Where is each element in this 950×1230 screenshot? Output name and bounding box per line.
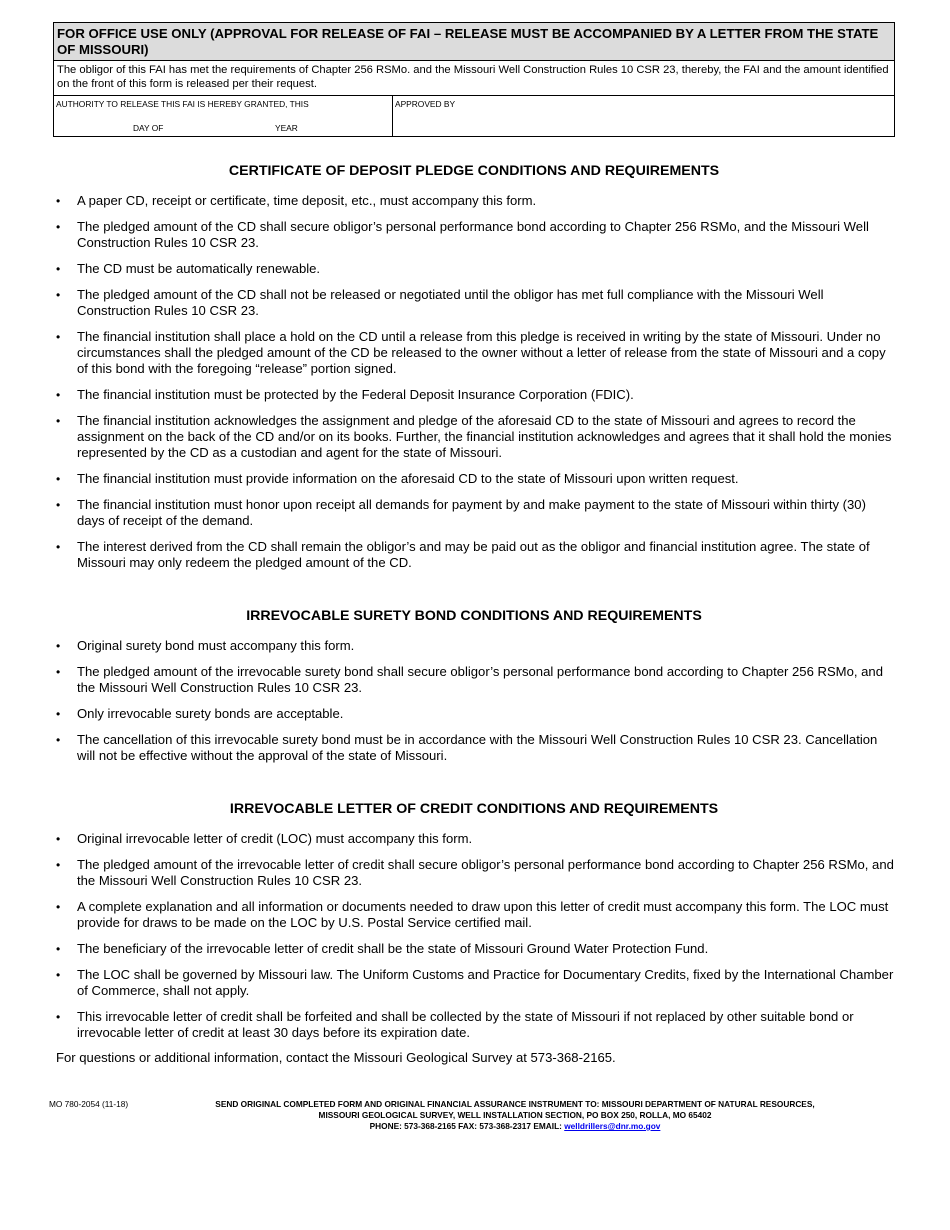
list-item-text: The beneficiary of the irrevocable letter of credit shall be the state of Missouri Ground Water Protection Fund. [77, 941, 709, 956]
list-item-text: The pledged amount of the irrevocable surety bond shall secure obligor’s personal performance bond according to Chapter 256 RSMo, and the Missouri Well Construction Rules 10 CSR 23. [77, 664, 883, 695]
cd-requirements-list [53, 193, 895, 571]
list-item [53, 941, 895, 957]
email-link[interactable]: welldrillers@dnr.mo.gov [564, 1121, 661, 1131]
list-item-text: The financial institution shall place a hold on the CD until a release from this pledge is received in writing by the state of Missouri. Under no circumstances shall the pledged amount of the CD be released to the owner without a letter of release from the state of Missouri and a copy of this bond with the foregoing “release” portion signed. [77, 329, 886, 376]
day-of-label: DAY OF [133, 123, 164, 133]
list-item-text: The financial institution must provide information on the aforesaid CD to the state of Missouri upon written request. [77, 471, 739, 486]
list-item-text: A paper CD, receipt or certificate, time deposit, etc., must accompany this form. [77, 193, 537, 208]
list-item [53, 329, 895, 377]
list-item [53, 261, 895, 277]
bullet-icon: • [56, 832, 61, 846]
bullet-icon: • [56, 858, 61, 872]
form-number: MO 780-2054 (11-18) [49, 1099, 129, 1109]
bullet-icon: • [56, 942, 61, 956]
loc-section-title: IRREVOCABLE LETTER OF CREDIT CONDITIONS AND REQUIREMENTS [229, 801, 719, 817]
list-item [53, 219, 895, 251]
bullet-icon: • [56, 733, 61, 747]
list-item-text: The pledged amount of the CD shall secure obligor’s personal performance bond according to Chapter 256 RSMo, and the Missouri Well Construction Rules 10 CSR 23. [77, 219, 869, 250]
office-use-statement: The obligor of this FAI has met the requirements of Chapter 256 RSMo. and the Missouri Well Construction Rules 10 CSR 23, thereby, the FAI and the amount identified on the front of this form is released per their request. [54, 61, 894, 96]
list-item-text: Original irrevocable letter of credit (LOC) must accompany this form. [77, 831, 473, 846]
list-item-text: Only irrevocable surety bonds are acceptable. [77, 706, 344, 721]
footer-line-2: MISSOURI GEOLOGICAL SURVEY, WELL INSTALLATION SECTION, PO BOX 250, ROLLA, MO 65402 [318, 1110, 712, 1120]
list-item [53, 471, 895, 487]
loc-section [53, 801, 895, 1051]
list-item-text: The cancellation of this irrevocable surety bond must be in accordance with the Missouri Well Construction Rules 10 CSR 23. Cancellation will not be effective without the approval of the state of Missouri. [77, 732, 878, 763]
list-item [53, 638, 895, 654]
bullet-icon: • [56, 388, 61, 402]
loc-requirements-list [53, 831, 895, 1041]
list-item [53, 497, 895, 529]
list-item-text: The financial institution acknowledges the assignment and pledge of the aforesaid CD to the state of Missouri and agrees to record the assignment on the back of the CD and/or on its books. Further, the financial institution acknowledges and agrees that it shall hold the monies represented by the CD as a custodian and agent for the state of Missouri. [77, 413, 892, 460]
list-item [53, 664, 895, 696]
footer-phone-fax: PHONE: 573-368-2165 FAX: 573-368-2317 EMAIL: [369, 1121, 565, 1131]
surety-section-title: IRREVOCABLE SURETY BOND CONDITIONS AND REQUIREMENTS [246, 608, 702, 624]
list-item [53, 539, 895, 571]
list-item-text: The pledged amount of the CD shall not be released or negotiated until the obligor has met full compliance with the Missouri Well Construction Rules 10 CSR 23. [77, 287, 824, 318]
bullet-icon: • [56, 707, 61, 721]
office-use-heading: FOR OFFICE USE ONLY (APPROVAL FOR RELEASE OF FAI – RELEASE MUST BE ACCOMPANIED BY A LETTER FROM THE STATE OF MISSOURI) [54, 23, 894, 61]
list-item-text: A complete explanation and all information or documents needed to draw upon this letter of credit must accompany this form. The LOC must provide for draws to be made on the LOC by U.S. Postal Service certified mail. [77, 899, 889, 930]
list-item-text: The financial institution must be protected by the Federal Deposit Insurance Corporation (FDIC). [77, 387, 634, 402]
contact-note: For questions or additional information, contact the Missouri Geological Survey at 573-368-2165. [56, 1050, 616, 1065]
surety-requirements-list [53, 638, 895, 764]
bullet-icon: • [56, 288, 61, 302]
bullet-icon: • [56, 330, 61, 344]
bullet-icon: • [56, 262, 61, 276]
bullet-icon: • [56, 968, 61, 982]
list-item [53, 193, 895, 209]
list-item [53, 706, 895, 722]
list-item [53, 732, 895, 764]
footer-line-1: SEND ORIGINAL COMPLETED FORM AND ORIGINAL FINANCIAL ASSURANCE INSTRUMENT TO: MISSOURI DEPARTMENT OF NATURAL RESOURCES, [215, 1099, 815, 1109]
list-item-text: Original surety bond must accompany this form. [77, 638, 355, 653]
list-item [53, 1009, 895, 1041]
office-use-box [53, 22, 895, 137]
list-item-text: The interest derived from the CD shall remain the obligor’s and may be paid out as the obligor and financial institution agree. The state of Missouri may only redeem the pledged amount of the CD. [77, 539, 870, 570]
list-item [53, 831, 895, 847]
mailing-footer [160, 1099, 870, 1132]
bullet-icon: • [56, 472, 61, 486]
list-item [53, 287, 895, 319]
list-item [53, 857, 895, 889]
surety-section [53, 608, 895, 774]
bullet-icon: • [56, 194, 61, 208]
authority-label: AUTHORITY TO RELEASE THIS FAI IS HEREBY GRANTED, THIS [56, 99, 309, 109]
bullet-icon: • [56, 498, 61, 512]
office-use-signature-row [54, 96, 894, 136]
list-item-text: The pledged amount of the irrevocable letter of credit shall secure obligor’s personal performance bond according to Chapter 256 RSMo, and the Missouri Well Construction Rules 10 CSR 23. [77, 857, 894, 888]
cd-section-title: CERTIFICATE OF DEPOSIT PLEDGE CONDITIONS AND REQUIREMENTS [228, 163, 720, 179]
list-item-text: The financial institution must honor upon receipt all demands for payment by and make payment to the state of Missouri within thirty (30) days of receipt of the demand. [77, 497, 866, 528]
list-item [53, 967, 895, 999]
bullet-icon: • [56, 1010, 61, 1024]
list-item [53, 413, 895, 461]
bullet-icon: • [56, 220, 61, 234]
list-item [53, 899, 895, 931]
list-item-text: The LOC shall be governed by Missouri law. The Uniform Customs and Practice for Documentary Credits, fixed by the International Chamber of Commerce, shall not apply. [77, 967, 894, 998]
list-item [53, 387, 895, 403]
bullet-icon: • [56, 665, 61, 679]
bullet-icon: • [56, 639, 61, 653]
list-item-text: The CD must be automatically renewable. [77, 261, 321, 276]
bullet-icon: • [56, 414, 61, 428]
list-item-text: This irrevocable letter of credit shall be forfeited and shall be collected by the state of Missouri if not replaced by other suitable bond or irrevocable letter of credit at least 30 days before its expiration date. [77, 1009, 854, 1040]
footer-line-3 [160, 1121, 870, 1132]
authority-release-field[interactable] [54, 96, 393, 136]
cd-section [53, 163, 895, 581]
year-label: YEAR [275, 123, 298, 133]
approved-by-label: APPROVED BY [395, 99, 456, 109]
bullet-icon: • [56, 900, 61, 914]
approved-by-field[interactable] [393, 96, 894, 136]
bullet-icon: • [56, 540, 61, 554]
